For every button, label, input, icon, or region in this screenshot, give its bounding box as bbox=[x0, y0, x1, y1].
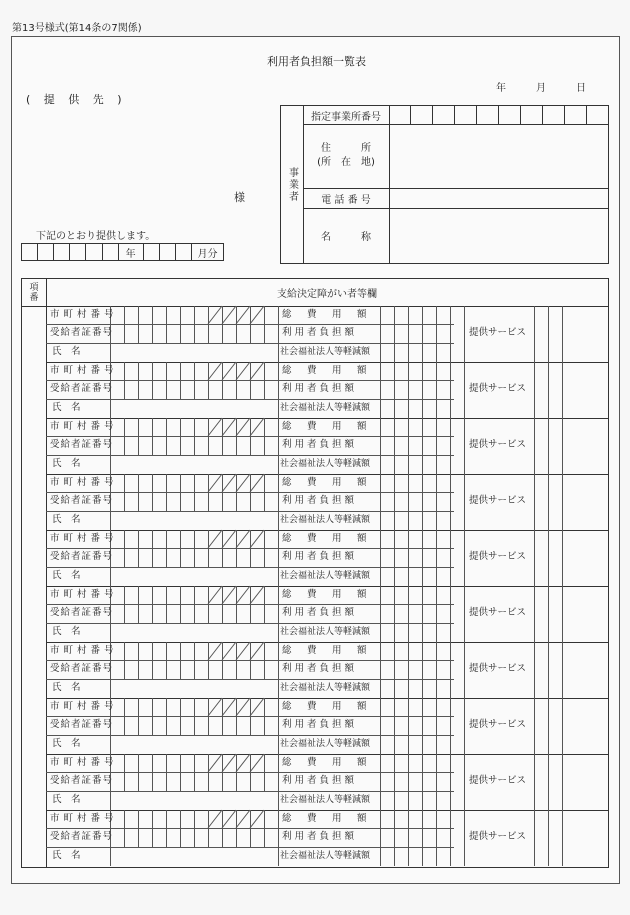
col-divider bbox=[464, 754, 465, 810]
name-label: 氏 名 bbox=[52, 570, 81, 581]
certificate-number-label: 受給者証番号 bbox=[50, 831, 114, 842]
row-divider bbox=[46, 343, 454, 344]
name-label: 氏 名 bbox=[52, 346, 81, 357]
total-cost-label: 総 費 用 額 bbox=[282, 309, 370, 320]
amount-digit-divider bbox=[394, 754, 395, 810]
recipient-group bbox=[46, 306, 608, 363]
form-title: 利用者負担額一覧表 bbox=[267, 55, 366, 68]
name-label: 氏 名 bbox=[52, 402, 81, 413]
col-divider bbox=[562, 586, 563, 642]
address-label-bottom: (所 在 地) bbox=[317, 157, 375, 168]
provided-service-label: 提供サービス bbox=[469, 439, 527, 450]
col-divider bbox=[278, 754, 279, 810]
amount-digit-divider bbox=[436, 698, 437, 754]
recipient-label: ( 提 供 先 ) bbox=[26, 93, 127, 106]
amount-digit-divider bbox=[394, 306, 395, 362]
item-number-top: 項 bbox=[29, 282, 39, 293]
municipality-number-label: 市町村番号 bbox=[50, 477, 118, 488]
phone-label: 電 話 番 号 bbox=[303, 188, 390, 208]
recipient-group bbox=[46, 810, 608, 866]
name-label: 氏 名 bbox=[52, 458, 81, 469]
user-burden-label: 利用者負担額 bbox=[282, 775, 358, 786]
col-divider bbox=[380, 474, 381, 530]
month-digit bbox=[86, 244, 102, 260]
amount-digit-divider bbox=[436, 418, 437, 474]
col-divider bbox=[548, 474, 549, 530]
col-divider bbox=[380, 810, 381, 866]
period-year-label: 年 bbox=[119, 244, 144, 260]
col-divider bbox=[534, 698, 535, 754]
honorific: 様 bbox=[234, 191, 245, 204]
reduction-label: 社会福祉法人等軽減額 bbox=[280, 403, 371, 413]
col-divider bbox=[464, 418, 465, 474]
name-label: 氏 名 bbox=[52, 738, 81, 749]
municipality-number-label: 市町村番号 bbox=[50, 533, 118, 544]
name-label: 氏 名 bbox=[52, 794, 81, 805]
col-divider bbox=[380, 306, 381, 362]
user-burden-label: 利用者負担額 bbox=[282, 551, 358, 562]
certificate-number-label: 受給者証番号 bbox=[50, 607, 114, 618]
row-divider bbox=[46, 735, 454, 736]
amount-digit-divider bbox=[436, 362, 437, 418]
col-divider bbox=[548, 754, 549, 810]
table-header bbox=[22, 279, 608, 307]
col-divider bbox=[278, 418, 279, 474]
col-divider bbox=[380, 754, 381, 810]
col-divider bbox=[548, 530, 549, 586]
certificate-number-label: 受給者証番号 bbox=[50, 719, 114, 730]
amount-digit-divider bbox=[394, 418, 395, 474]
total-cost-label: 総 費 用 額 bbox=[282, 533, 370, 544]
col-divider bbox=[464, 306, 465, 362]
col-divider bbox=[278, 474, 279, 530]
provided-service-label: 提供サービス bbox=[469, 607, 527, 618]
provided-service-label: 提供サービス bbox=[469, 551, 527, 562]
amount-digit-divider bbox=[422, 754, 423, 810]
form-number: 第13号様式(第14条の7関係) bbox=[12, 23, 142, 34]
reduction-label: 社会福祉法人等軽減額 bbox=[280, 571, 371, 581]
col-divider bbox=[548, 586, 549, 642]
month-digit bbox=[160, 244, 176, 260]
name-label: 氏 名 bbox=[52, 682, 81, 693]
amount-digit-divider bbox=[436, 754, 437, 810]
user-burden-label: 利用者負担額 bbox=[282, 439, 358, 450]
reduction-label: 社会福祉法人等軽減額 bbox=[280, 739, 371, 749]
recipient-group bbox=[46, 642, 608, 699]
col-divider bbox=[278, 362, 279, 418]
col-divider bbox=[548, 642, 549, 698]
municipality-number-label: 市町村番号 bbox=[50, 757, 118, 768]
month-digit bbox=[22, 244, 38, 260]
col-divider bbox=[380, 418, 381, 474]
municipality-number-label: 市町村番号 bbox=[50, 645, 118, 656]
amount-digit-divider bbox=[408, 754, 409, 810]
amount-digit-divider bbox=[450, 698, 451, 754]
col-divider bbox=[464, 698, 465, 754]
col-divider bbox=[380, 642, 381, 698]
amount-digit-divider bbox=[422, 810, 423, 866]
amount-digit-divider bbox=[422, 362, 423, 418]
office-number-field[interactable] bbox=[389, 106, 608, 124]
col-divider bbox=[380, 586, 381, 642]
amount-digit-divider bbox=[408, 474, 409, 530]
office-number-label: 指定事業所番号 bbox=[303, 106, 390, 124]
col-divider bbox=[278, 698, 279, 754]
service-month-box[interactable] bbox=[21, 243, 224, 261]
amount-digit-divider bbox=[422, 306, 423, 362]
amount-digit-divider bbox=[450, 418, 451, 474]
date-month-label: 月 bbox=[536, 83, 546, 94]
name-label: 氏 名 bbox=[52, 514, 81, 525]
amount-digit-divider bbox=[408, 586, 409, 642]
col-divider bbox=[534, 418, 535, 474]
user-burden-label: 利用者負担額 bbox=[282, 831, 358, 842]
reduction-label: 社会福祉法人等軽減額 bbox=[280, 459, 371, 469]
col-divider bbox=[548, 698, 549, 754]
amount-digit-divider bbox=[450, 306, 451, 362]
amount-digit-divider bbox=[450, 362, 451, 418]
amount-digit-divider bbox=[394, 362, 395, 418]
amount-digit-divider bbox=[450, 586, 451, 642]
amount-digit-divider bbox=[450, 754, 451, 810]
recipient-group bbox=[46, 362, 608, 419]
col-divider bbox=[534, 530, 535, 586]
col-divider bbox=[548, 418, 549, 474]
address-label-top: 住 所 bbox=[321, 143, 371, 154]
amount-digit-divider bbox=[422, 474, 423, 530]
month-digit bbox=[38, 244, 54, 260]
address-row bbox=[303, 124, 608, 189]
amount-digit-divider bbox=[436, 586, 437, 642]
business-name-label: 名 称 bbox=[303, 208, 390, 263]
row-divider bbox=[46, 399, 454, 400]
reduction-label: 社会福祉法人等軽減額 bbox=[280, 515, 371, 525]
month-digit bbox=[70, 244, 86, 260]
amount-digit-divider bbox=[422, 586, 423, 642]
row-divider bbox=[46, 847, 454, 848]
col-divider bbox=[534, 362, 535, 418]
provided-service-label: 提供サービス bbox=[469, 383, 527, 394]
col-divider bbox=[278, 530, 279, 586]
amount-digit-divider bbox=[408, 418, 409, 474]
amount-digit-divider bbox=[394, 810, 395, 866]
amount-digit-divider bbox=[394, 586, 395, 642]
name-label: 氏 名 bbox=[52, 850, 81, 861]
row-divider bbox=[46, 511, 454, 512]
col-divider bbox=[548, 362, 549, 418]
col-divider bbox=[534, 810, 535, 866]
recipient-group bbox=[46, 754, 608, 811]
amount-digit-divider bbox=[408, 642, 409, 698]
amount-digit-divider bbox=[408, 810, 409, 866]
row-divider bbox=[46, 567, 454, 568]
table-header-title: 支給決定障がい者等欄 bbox=[277, 289, 377, 300]
amount-digit-divider bbox=[394, 474, 395, 530]
amount-digit-divider bbox=[422, 642, 423, 698]
provide-text: 下記のとおり提供します。 bbox=[36, 231, 156, 242]
total-cost-label: 総 費 用 額 bbox=[282, 365, 370, 376]
recipient-group bbox=[46, 474, 608, 531]
col-divider bbox=[562, 698, 563, 754]
amount-digit-divider bbox=[450, 642, 451, 698]
col-divider bbox=[548, 810, 549, 866]
reduction-label: 社会福祉法人等軽減額 bbox=[280, 795, 371, 805]
amount-digit-divider bbox=[422, 530, 423, 586]
amount-digit-divider bbox=[450, 810, 451, 866]
row-divider bbox=[46, 679, 454, 680]
item-number-header bbox=[22, 279, 47, 306]
user-burden-label: 利用者負担額 bbox=[282, 327, 358, 338]
date-day-label: 日 bbox=[576, 83, 586, 94]
municipality-number-label: 市町村番号 bbox=[50, 813, 118, 824]
col-divider bbox=[464, 362, 465, 418]
recipient-group bbox=[46, 530, 608, 587]
col-divider bbox=[278, 586, 279, 642]
col-divider bbox=[562, 530, 563, 586]
col-divider bbox=[464, 642, 465, 698]
amount-digit-divider bbox=[436, 474, 437, 530]
certificate-number-label: 受給者証番号 bbox=[50, 383, 114, 394]
amount-digit-divider bbox=[394, 642, 395, 698]
user-burden-label: 利用者負担額 bbox=[282, 663, 358, 674]
user-burden-label: 利用者負担額 bbox=[282, 719, 358, 730]
date-year-label: 年 bbox=[496, 83, 506, 94]
col-divider bbox=[562, 418, 563, 474]
reduction-label: 社会福祉法人等軽減額 bbox=[280, 851, 371, 861]
certificate-number-label: 受給者証番号 bbox=[50, 551, 114, 562]
col-divider bbox=[534, 474, 535, 530]
amount-digit-divider bbox=[408, 530, 409, 586]
month-digit bbox=[103, 244, 119, 260]
certificate-number-label: 受給者証番号 bbox=[50, 663, 114, 674]
amount-digit-divider bbox=[408, 306, 409, 362]
recipient-group bbox=[46, 418, 608, 475]
provided-service-label: 提供サービス bbox=[469, 495, 527, 506]
col-divider bbox=[562, 474, 563, 530]
amount-digit-divider bbox=[436, 306, 437, 362]
certificate-number-label: 受給者証番号 bbox=[50, 327, 114, 338]
amount-digit-divider bbox=[394, 530, 395, 586]
col-divider bbox=[562, 306, 563, 362]
amount-digit-divider bbox=[436, 530, 437, 586]
col-divider bbox=[380, 698, 381, 754]
col-divider bbox=[562, 642, 563, 698]
provided-service-label: 提供サービス bbox=[469, 663, 527, 674]
reduction-label: 社会福祉法人等軽減額 bbox=[280, 347, 371, 357]
amount-digit-divider bbox=[408, 698, 409, 754]
col-divider bbox=[464, 586, 465, 642]
col-divider bbox=[534, 586, 535, 642]
col-divider bbox=[534, 642, 535, 698]
col-divider bbox=[534, 306, 535, 362]
municipality-number-label: 市町村番号 bbox=[50, 365, 118, 376]
total-cost-label: 総 費 用 額 bbox=[282, 477, 370, 488]
reduction-label: 社会福祉法人等軽減額 bbox=[280, 683, 371, 693]
provided-service-label: 提供サービス bbox=[469, 831, 527, 842]
form-sheet bbox=[11, 36, 620, 884]
business-info-box bbox=[280, 105, 609, 264]
month-digit bbox=[176, 244, 192, 260]
col-divider bbox=[464, 810, 465, 866]
col-divider bbox=[562, 362, 563, 418]
col-divider bbox=[534, 754, 535, 810]
amount-digit-divider bbox=[408, 362, 409, 418]
total-cost-label: 総 費 用 額 bbox=[282, 813, 370, 824]
municipality-number-label: 市町村番号 bbox=[50, 701, 118, 712]
col-divider bbox=[278, 306, 279, 362]
user-burden-label: 利用者負担額 bbox=[282, 607, 358, 618]
recipient-group bbox=[46, 586, 608, 643]
month-digit bbox=[144, 244, 160, 260]
recipient-table bbox=[21, 278, 609, 868]
row-divider bbox=[46, 455, 454, 456]
total-cost-label: 総 費 用 額 bbox=[282, 701, 370, 712]
row-divider bbox=[46, 623, 454, 624]
provided-service-label: 提供サービス bbox=[469, 775, 527, 786]
certificate-number-label: 受給者証番号 bbox=[50, 775, 114, 786]
address-label bbox=[303, 124, 390, 188]
amount-digit-divider bbox=[394, 698, 395, 754]
col-divider bbox=[278, 642, 279, 698]
total-cost-label: 総 費 用 額 bbox=[282, 421, 370, 432]
provided-service-label: 提供サービス bbox=[469, 719, 527, 730]
certificate-number-label: 受給者証番号 bbox=[50, 439, 114, 450]
phone-row bbox=[303, 188, 608, 209]
municipality-number-label: 市町村番号 bbox=[50, 589, 118, 600]
row-divider bbox=[46, 791, 454, 792]
total-cost-label: 総 費 用 額 bbox=[282, 645, 370, 656]
item-number-column bbox=[22, 306, 47, 867]
provided-service-label: 提供サービス bbox=[469, 327, 527, 338]
total-cost-label: 総 費 用 額 bbox=[282, 589, 370, 600]
user-burden-label: 利用者負担額 bbox=[282, 495, 358, 506]
recipient-group bbox=[46, 698, 608, 755]
amount-digit-divider bbox=[422, 418, 423, 474]
name-row bbox=[303, 208, 608, 263]
col-divider bbox=[548, 306, 549, 362]
amount-digit-divider bbox=[450, 530, 451, 586]
reduction-label: 社会福祉法人等軽減額 bbox=[280, 627, 371, 637]
col-divider bbox=[562, 810, 563, 866]
col-divider bbox=[380, 362, 381, 418]
certificate-number-label: 受給者証番号 bbox=[50, 495, 114, 506]
amount-digit-divider bbox=[436, 810, 437, 866]
col-divider bbox=[464, 530, 465, 586]
col-divider bbox=[464, 474, 465, 530]
month-digit bbox=[54, 244, 70, 260]
user-burden-label: 利用者負担額 bbox=[282, 383, 358, 394]
total-cost-label: 総 費 用 額 bbox=[282, 757, 370, 768]
amount-digit-divider bbox=[436, 642, 437, 698]
period-month-label: 月分 bbox=[197, 248, 218, 260]
business-side-label: 事業者 bbox=[281, 106, 304, 263]
col-divider bbox=[380, 530, 381, 586]
office-number-row bbox=[303, 106, 608, 125]
col-divider bbox=[562, 754, 563, 810]
municipality-number-label: 市町村番号 bbox=[50, 309, 118, 320]
col-divider bbox=[278, 810, 279, 866]
name-label: 氏 名 bbox=[52, 626, 81, 637]
amount-digit-divider bbox=[422, 698, 423, 754]
amount-digit-divider bbox=[450, 474, 451, 530]
municipality-number-label: 市町村番号 bbox=[50, 421, 118, 432]
item-number-bottom: 番 bbox=[29, 292, 39, 303]
